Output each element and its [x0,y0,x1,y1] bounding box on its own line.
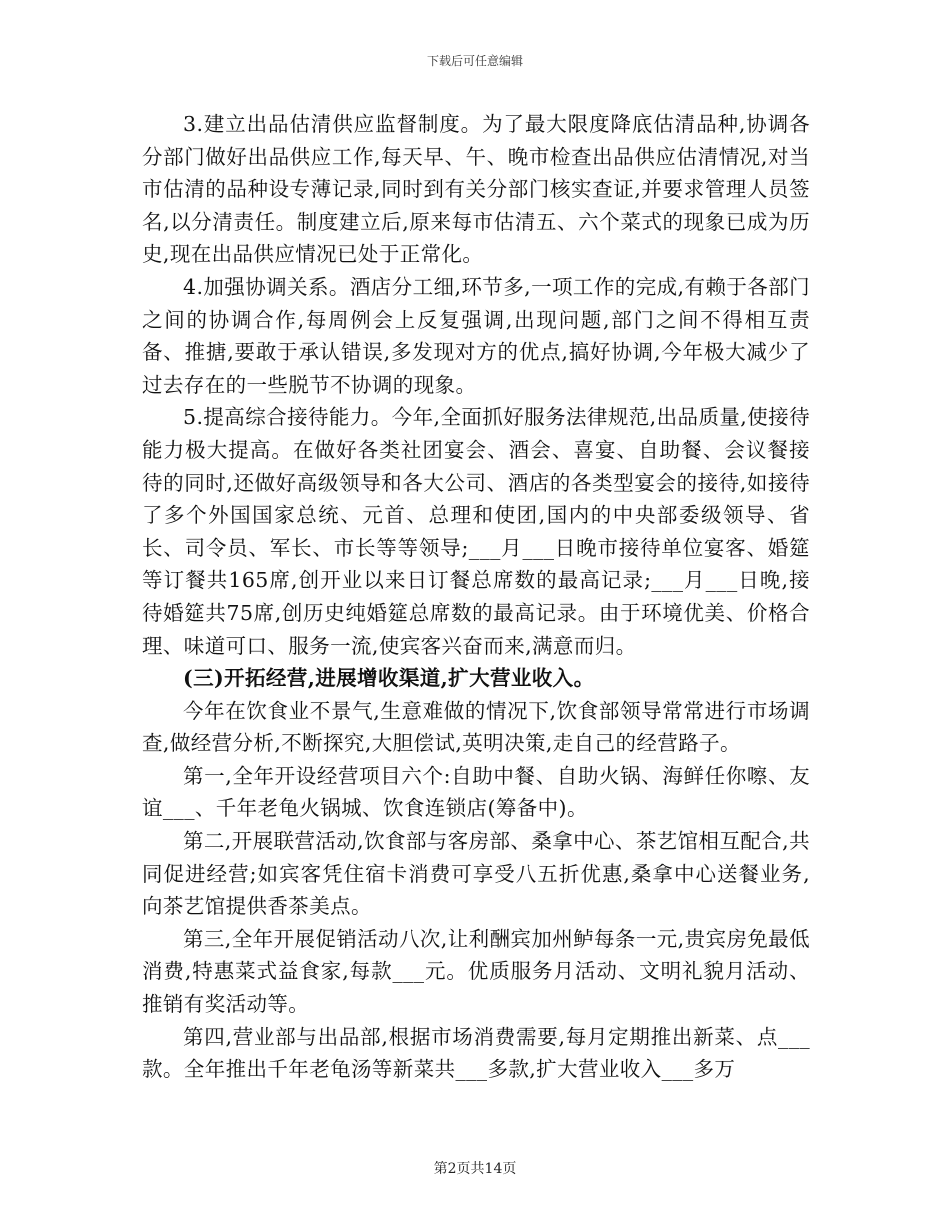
paragraph-fourth: 第四,营业部与出品部,根据市场消费需要,每月定期推出新菜、点___款。全年推出千年老龟汤等新菜共___多款,扩大营业收入___多万 [142,1024,810,1082]
paragraph-3-supply-supervision: 3.建立出品估清供应监督制度。为了最大限度降底估清品种,协调各分部门做好出品供应工作,每天早、午、晚市检查出品供应估清情况,对当市估清的品种设专薄记录,同时到有关分部门核实查证,并要求管理人员签名,以分清责任。制度建立后,原来每市估清五、六个菜式的现象已成为历史,现在出品供应情况已处于正常化。 [142,112,810,267]
paragraph-first: 第一,全年开设经营项目六个:自助中餐、自助火锅、海鲜任你嚓、友谊___、千年老龟火锅城、饮食连锁店(筹备中)。 [142,763,810,821]
paragraph-5-reception-capacity: 5.提高综合接待能力。今年,全面抓好服务法律规范,出品质量,使接待能力极大提高。在做好各类社团宴会、酒会、喜宴、自助餐、会议餐接待的同时,还做好高级领导和各大公司、酒店的各类型宴会的接待,如接待了多个外国国家总统、元首、总理和使团,国内的中央部委级领导、省长、司令员、军长、市长等等领导;___月___日晚市接待单位宴客、婚筵等订餐共165席,创开业以来日订餐总席数的最高记录;___月___日晚,接待婚筵共75席,创历史纯婚筵总席数的最高记录。由于环境优美、价格合理、味道可口、服务一流,使宾客兴奋而来,满意而归。 [142,405,810,658]
page-footer: 第2页共14页 [433,1161,517,1177]
page-header: 下载后可任意编辑 [426,54,523,68]
paragraph-4-coordination: 4.加强协调关系。酒店分工细,环节多,一项工作的完成,有赖于各部门之间的协调合作,每周例会上反复强调,出现问题,部门之间不得相互责备、推搪,要敢于承认错误,多发现对方的优点,搞好协调,今年极大减少了过去存在的一些脱节不协调的现象。 [142,274,810,397]
paragraph-second: 第二,开展联营活动,饮食部与客房部、桑拿中心、茶艺馆相互配合,共同促进经营;如宾客凭住宿卡消费可享受八五折优惠,桑拿中心送餐业务,向茶艺馆提供香茶美点。 [142,829,810,919]
document-body [142,108,810,1086]
paragraph-third: 第三,全年开展促销活动八次,让利酬宾加州鲈每条一元,贵宾房免最低消费,特惠菜式益食家,每款___元。优质服务月活动、文明礼貌月活动、推销有奖活动等。 [142,926,810,1017]
section-heading-3: (三)开拓经营,进展增收渠道,扩大营业收入。 [183,666,595,691]
paragraph-market-intro: 今年在饮食业不景气,生意难做的情况下,饮食部领导常常进行市场调查,做经营分析,不断探究,大胆偿试,英明决策,走自己的经营路子。 [142,698,810,756]
